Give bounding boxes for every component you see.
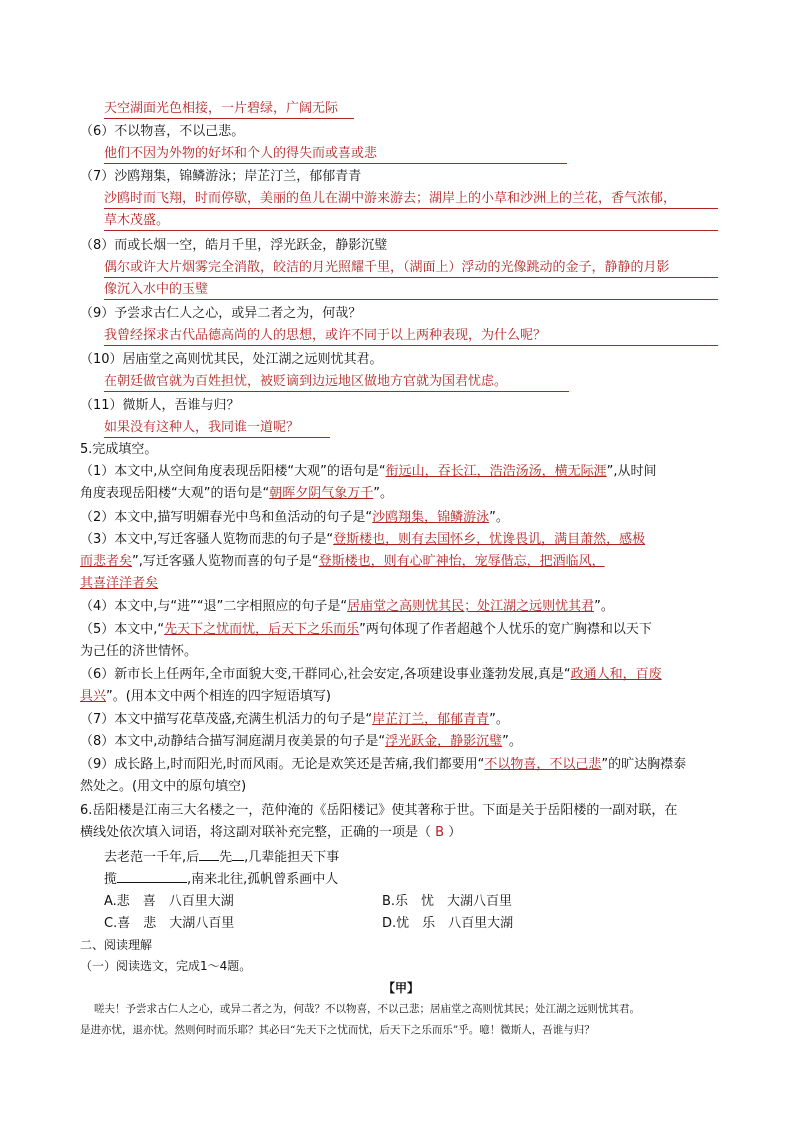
option-c: C.喜 悲 大湖八百里 [104, 916, 235, 931]
section-heading: 二、阅读理解 [80, 938, 153, 952]
couplet-line: 揽 ,南来北往,孤帆曾系画中人 [104, 872, 339, 887]
sub-heading: （一）阅读选文，完成1～4题。 [80, 959, 252, 973]
question-line: （7）沙鸥翔集，锦鳞游泳；岸芷汀兰，郁郁青青 [80, 169, 362, 184]
answer-line: 他们不因为外物的好坏和个人的得失而或喜或悲 [104, 145, 567, 164]
answer-line: 像沉入水中的玉璧 [104, 281, 718, 300]
answer-line: 天空湖面光色相接，一片碧绿，广阔无际 [104, 100, 354, 119]
fill-item: （6）新市长上任两年,全市面貌大变,干群同心,社会安定,各项建设事业蓬勃发展,真是“政通人和，百废 具兴”。(用本文中两个相连的四字短语填写) [80, 667, 662, 704]
couplet-line: 去老范一千年,后 先 ,几辈能担天下事 [104, 850, 340, 865]
answer-line: 如果没有这种人，我同谁一道呢？ [104, 419, 330, 438]
passage-line: 嗟夫！予尝求古仁人之心，或异二者之为，何哉？不以物喜，不以己悲；居庙堂之高则忧其民；处江湖之远则忧其君。 [94, 1003, 640, 1015]
answer-line: 草木茂盛。 [104, 212, 718, 231]
question-line: （10）居庙堂之高则忧其民，处江湖之远则忧其君。 [80, 352, 383, 367]
fill-item: （8）本文中,动静结合描写洞庭湖月夜美景的句子是“浮光跃金，静影沉璧”。 [80, 734, 522, 749]
question-line: （8）而或长烟一空，皓月千里，浮光跃金，静影沉璧 [80, 238, 388, 253]
section-heading: 5.完成填空。 [80, 442, 158, 457]
fill-item: （9）成长路上,时而阳光,时而风雨。无论是欢笑还是苦痛,我们都要用“不以物喜，不以己悲”的旷达胸襟泰 然处之。(用文中的原句填空) [80, 757, 687, 794]
fill-item: （7）本文中描写花草茂盛,充满生机活力的句子是“岸芷汀兰，郁郁青青”。 [80, 712, 509, 727]
fill-item: （1）本文中,从空间角度表现岳阳楼“大观”的语句是“衔远山，吞长江，浩浩汤汤，横无际涯”,从时间 角度表现岳阳楼“大观”的语句是“朝晖夕阴气象万千”。 [80, 464, 657, 501]
answer-line: 我曾经探求古代品德高尚的人的思想，或许不同于以上两种表现，为什么呢？ [104, 327, 718, 346]
passage-line: 是进亦忧，退亦忧。然则何时而乐耶？其必曰“先天下之忧而忧，后天下之乐而乐”乎。噫！微斯人，吾谁与归？ [80, 1024, 595, 1036]
option-a: A.悲 喜 八百里大湖 [104, 894, 234, 909]
question-line: （6）不以物喜，不以己悲。 [80, 124, 245, 139]
fill-item: （2）本文中,描写明媚春光中鸟和鱼活动的句子是“沙鸥翔集，锦鳞游泳”。 [80, 510, 509, 525]
answer-line: 在朝廷做官就为百姓担忧，被贬谪到边远地区做地方官就为国君忧虑。 [104, 373, 569, 392]
answer-line: 沙鸥时而飞翔，时而停歇，美丽的鱼儿在湖中游来游去；湖岸上的小草和沙洲上的兰花，香气浓郁， [104, 190, 718, 209]
answer-line: 偶尔或许大片烟雾完全消散，皎洁的月光照耀千里，（湖面上）浮动的光像跳动的金子，静静的月影 [104, 259, 718, 278]
fill-item: （5）本文中,“先天下之忧而忧，后天下之乐而乐”两句体现了作者超越个人忧乐的宽广胸襟和以天下 为己任的济世情怀。 [80, 622, 652, 659]
question-line: （9）予尝求古仁人之心，或异二者之为，何哉？ [80, 306, 362, 321]
question-6: 6.岳阳楼是江南三大名楼之一，范仲淹的《岳阳楼记》使其著称于世。下面是关于岳阳楼的一副对联，在 横线处依次填入词语，将这副对联补充完整，正确的一项是（ B ） [80, 803, 678, 840]
fill-item: （4）本文中,与“进”“退”二字相照应的句子是“居庙堂之高则忧其民；处江湖之远则忧其君”。 [80, 599, 614, 614]
fill-item: （3）本文中,写迁客骚人览物而悲的句子是“登斯楼也，则有去国怀乡，忧谗畏讥，满目萧然，感极 而悲者矣”,写迁客骚人览物而喜的句子是“登斯楼也，则有心旷神怡，宠辱偕忘，把酒临风， 其喜洋洋者矣 [80, 532, 646, 591]
option-b: B.乐 忧 大湖八百里 [382, 894, 513, 909]
passage-title: 【甲】 [383, 981, 420, 995]
question-line: （11）微斯人，吾谁与归？ [80, 398, 240, 413]
option-d: D.忧 乐 八百里大湖 [382, 916, 514, 931]
